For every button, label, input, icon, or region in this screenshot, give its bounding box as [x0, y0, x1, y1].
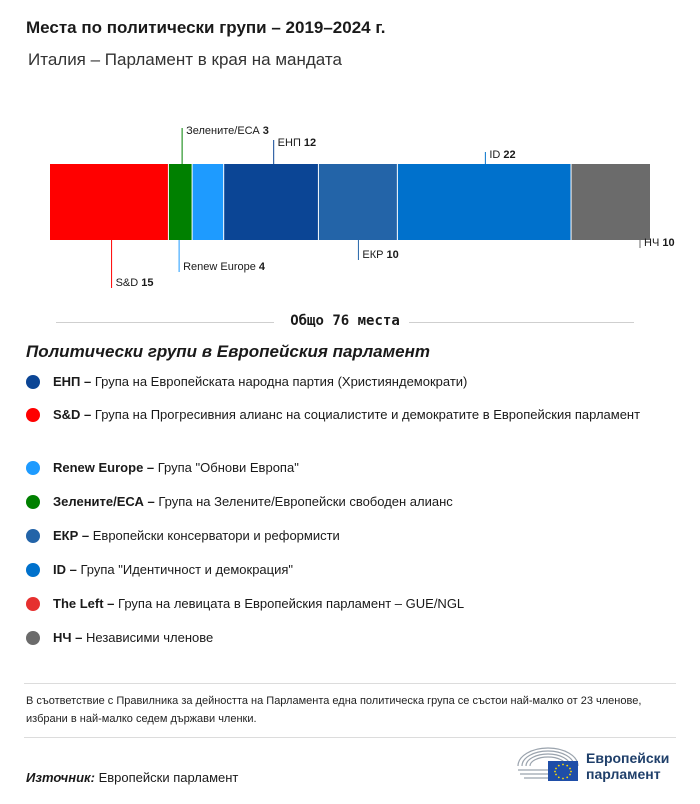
segment-label — [278, 137, 317, 149]
legend-color-dot — [26, 495, 40, 509]
legend-color-dot — [26, 631, 40, 645]
chart-subtitle: Италия – Парламент в края на мандата — [28, 50, 342, 69]
legend-color-dot — [26, 375, 40, 389]
legend-item — [26, 526, 656, 545]
total-seats: Общо 76 места — [290, 313, 400, 329]
legend-abbr: ЕКР – — [53, 528, 90, 543]
parliament-hemicycle-icon — [514, 744, 584, 784]
legend-text — [53, 560, 293, 579]
legend-abbr: Зелените/ЕСА – — [53, 494, 155, 509]
segment-label-value: 12 — [303, 137, 317, 149]
segment-label-name: Зелените/ЕСА — [186, 125, 263, 137]
segment-label-name: ID — [489, 149, 504, 161]
note-divider-bottom — [24, 737, 676, 738]
legend-text — [53, 594, 464, 613]
segment-label-value: 3 — [262, 125, 269, 137]
segment-label-value: 10 — [386, 249, 399, 261]
segment-label — [362, 249, 398, 261]
legend-item — [26, 492, 656, 511]
source-label: Източник: — [26, 770, 95, 785]
legend-item — [26, 458, 656, 477]
legend-desc: Група на Прогресивния алианс на социалистите и демократите в Европейския парламент — [91, 407, 641, 422]
legend-item — [26, 628, 656, 647]
logo-line2: парламент — [586, 766, 661, 782]
segment-label — [186, 125, 269, 137]
segment-label — [116, 277, 154, 289]
bar-segment — [397, 164, 571, 240]
legend-title: Политически групи в Европейския парламент — [26, 342, 431, 361]
segment-label-name: S&D — [115, 277, 142, 289]
legend-color-dot — [26, 563, 40, 577]
segment-label-value: 4 — [258, 261, 266, 273]
legend-desc: Група "Обнови Европа" — [154, 460, 299, 475]
segment-label-value: 10 — [662, 237, 675, 249]
segment-label-name: ЕКР — [362, 249, 387, 261]
legend-text — [53, 405, 640, 424]
legend-color-dot — [26, 597, 40, 611]
bar-segment — [318, 164, 397, 240]
legend-abbr: S&D – — [53, 407, 92, 422]
total-divider-right — [409, 322, 634, 323]
legend-text — [53, 628, 213, 647]
legend-desc: Независими членове — [82, 630, 214, 645]
segment-label — [644, 237, 675, 249]
source-value: Европейски парламент — [94, 770, 239, 785]
chart-title: Места по политически групи – 2019–2024 г. — [26, 18, 386, 37]
legend-text — [53, 492, 453, 511]
segment-label — [183, 261, 266, 273]
logo-line1: Европейски — [586, 750, 670, 766]
segment-label-name: Renew Europe — [183, 261, 259, 273]
legend-desc: Група на левицата в Европейския парламент – GUE/NGL — [114, 596, 465, 611]
legend-abbr: ЕНП – — [53, 374, 92, 389]
legend-abbr: НЧ – — [53, 630, 83, 645]
segment-label-name: НЧ — [644, 237, 663, 249]
bar-segment — [168, 164, 192, 240]
legend-color-dot — [26, 408, 40, 422]
legend-desc: Група на Зелените/Европейски свободен алианс — [154, 494, 453, 509]
legend-text — [53, 372, 467, 391]
legend-text — [53, 526, 340, 545]
seat-bar-chart — [0, 120, 700, 300]
bar-segment — [192, 164, 224, 240]
legend-desc: Група на Европейската народна партия (Християндемократи) — [91, 374, 468, 389]
source — [26, 770, 238, 785]
bar-segment — [224, 164, 319, 240]
segment-label-value: 15 — [141, 277, 154, 289]
segment-label-name: ЕНП — [277, 137, 304, 149]
note-divider-top — [24, 683, 676, 684]
bar-segment — [50, 164, 168, 240]
legend-desc: Европейски консерватори и реформисти — [89, 528, 340, 543]
legend-desc: Група "Идентичност и демокрация" — [76, 562, 294, 577]
legend-abbr: The Left – — [53, 596, 115, 611]
segment-label-value: 22 — [503, 149, 516, 161]
legend-item — [26, 594, 656, 613]
bar-segment — [571, 164, 650, 240]
footnote: В съответствие с Правилника за дейността на Парламента една политическа група се състои най-малко от 23 членове, избрани в най-малко седем държави членки. — [26, 695, 642, 725]
legend-color-dot — [26, 461, 40, 475]
legend-color-dot — [26, 529, 40, 543]
legend-text — [53, 458, 299, 477]
legend-item — [26, 560, 656, 579]
legend-item — [26, 372, 656, 391]
segment-label — [489, 149, 515, 161]
total-seats-row — [56, 312, 634, 332]
legend-item — [26, 405, 656, 424]
legend-abbr: Renew Europe – — [53, 460, 155, 475]
logo-text — [586, 750, 669, 782]
legend-abbr: ID – — [53, 562, 77, 577]
european-parliament-logo[interactable] — [514, 744, 684, 784]
